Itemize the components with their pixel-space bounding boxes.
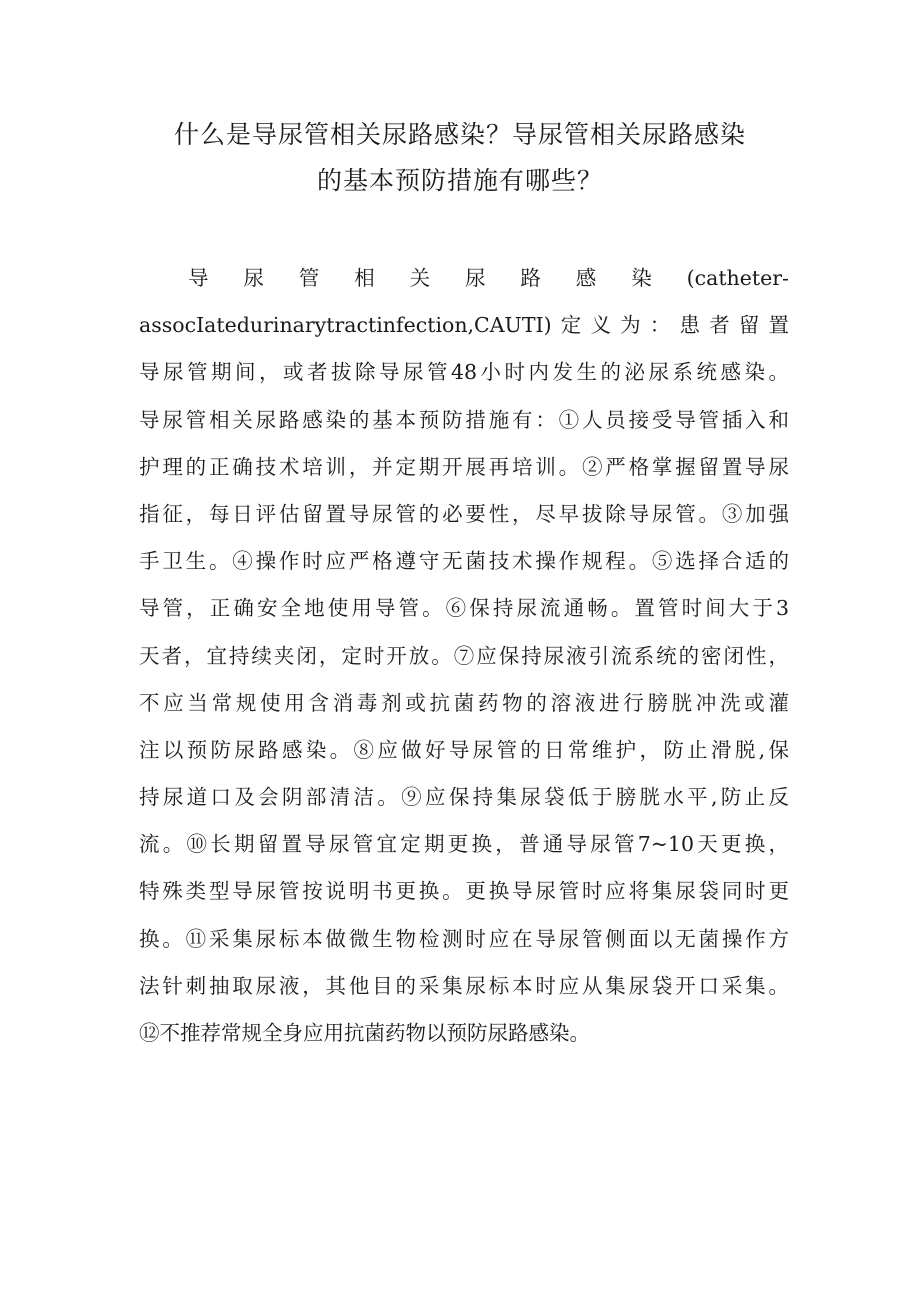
body-line: 法针刺抽取尿液，其他目的采集尿标本时应从集尿袋开口采集。	[139, 973, 789, 998]
document-body	[139, 255, 789, 1057]
body-line: 护理的正确技术培训，并定期开展再培训。②严格掌握留置导尿	[139, 454, 789, 479]
title-line: 什么是导尿管相关尿路感染？导尿管相关尿路感染	[173, 120, 746, 149]
body-line: 导尿管相关尿路感染的基本预防措施有：①人员接受导管插入和	[139, 407, 789, 432]
body-line: 换。⑪采集尿标本做微生物检测时应在导尿管侧面以无菌操作方	[139, 926, 789, 951]
body-line: 特殊类型导尿管按说明书更换。更换导尿管时应将集尿袋同时更	[139, 879, 789, 904]
body-line: 导 尿 管 相 关 尿 路 感 染 (catheter-	[188, 266, 789, 290]
title-line: 的基本预防措施有哪些？	[316, 166, 603, 195]
body-line: 不应当常规使用含消毒剂或抗菌药物的溶液进行膀胱冲洗或灌	[139, 690, 789, 715]
body-line: ⑫不推荐常规全身应用抗菌药物以预防尿路感染。	[139, 1021, 590, 1045]
body-line: 注以预防尿路感染。⑧应做好导尿管的日常维护，防止滑脱,保	[139, 737, 789, 762]
body-line: 天者，宜持续夹闭，定时开放。⑦应保持尿液引流系统的密闭性，	[139, 643, 789, 668]
document-title	[80, 112, 840, 204]
body-line: 持尿道口及会阴部清洁。⑨应保持集尿袋低于膀胱水平,防止反	[139, 785, 789, 810]
body-line: 手卫生。④操作时应严格遵守无菌技术操作规程。⑤选择合适的	[139, 549, 789, 574]
body-line: 流。⑩长期留置导尿管宜定期更换，普通导尿管7~10天更换，	[139, 832, 789, 857]
body-line: assocIatedurinarytractinfection,CAUTI)定义为：患者留置	[139, 313, 789, 338]
body-line: 导尿管期间，或者拔除导尿管48小时内发生的泌尿系统感染。	[139, 360, 789, 385]
body-line: 导管，正确安全地使用导管。⑥保持尿流通畅。置管时间大于3	[139, 596, 789, 621]
body-line: 指征，每日评估留置导尿管的必要性，尽早拔除导尿管。③加强	[139, 501, 789, 526]
